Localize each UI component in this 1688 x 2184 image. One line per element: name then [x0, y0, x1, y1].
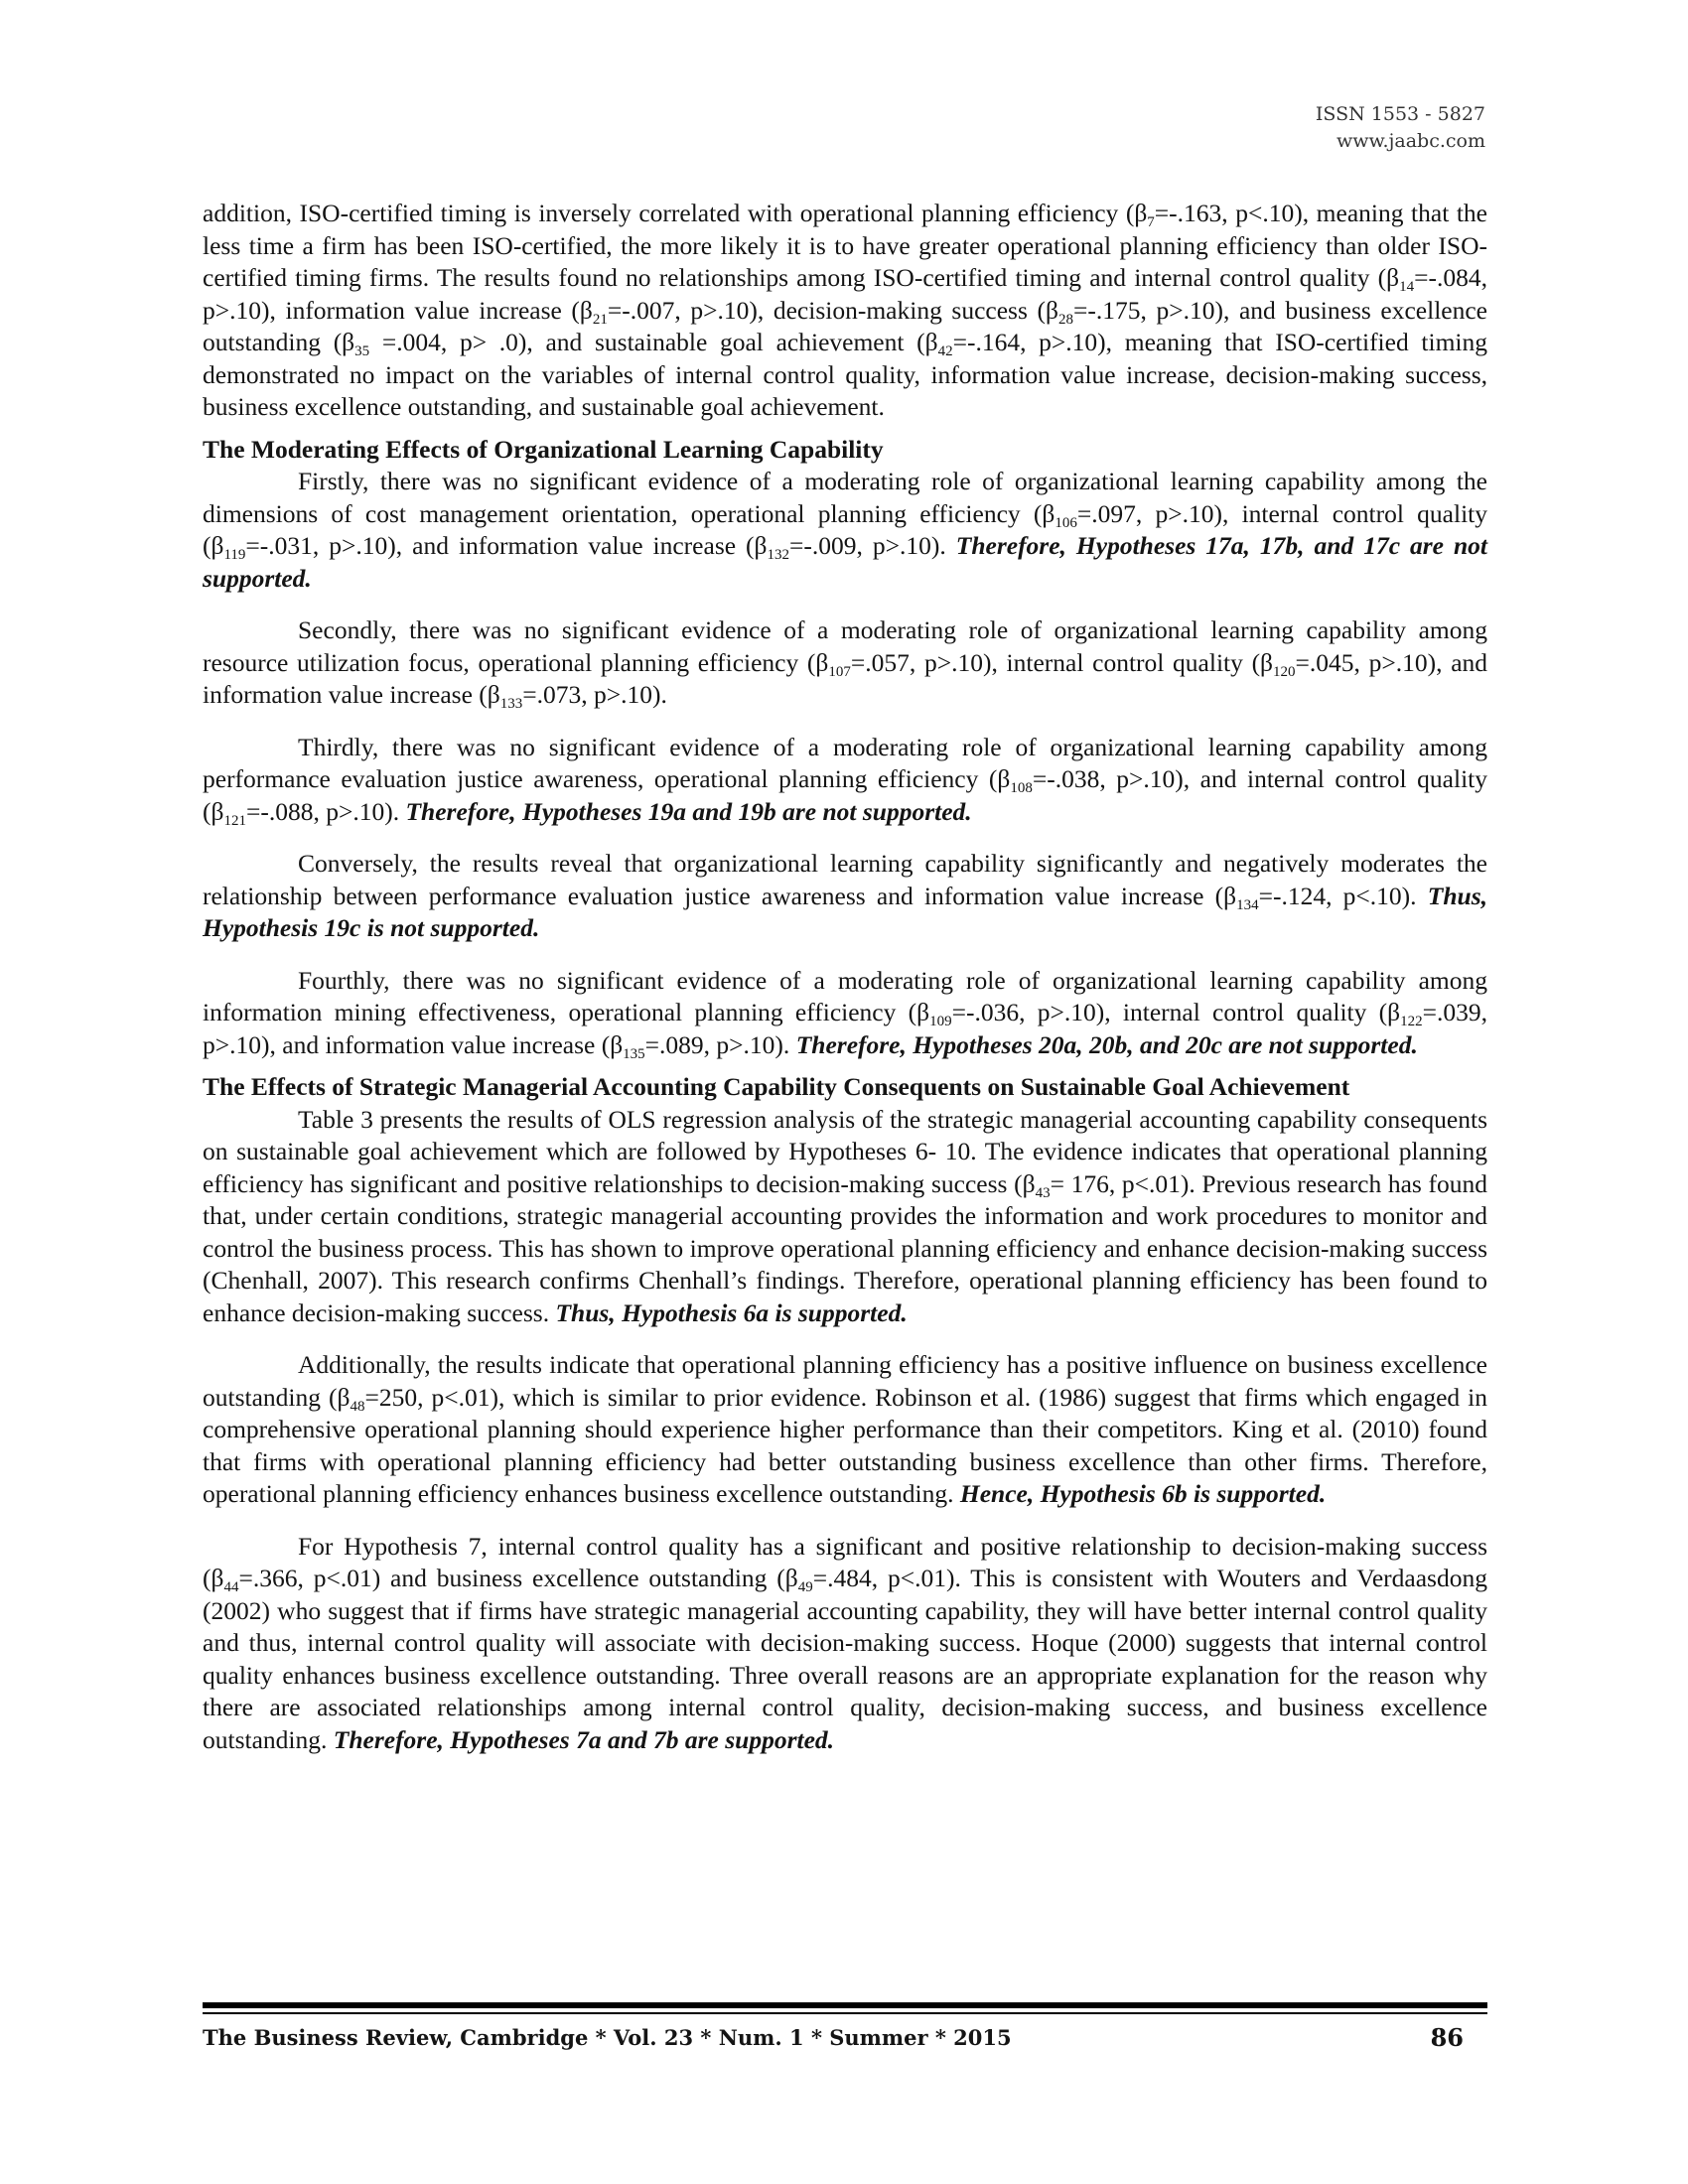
conclusion: Thus, Hypothesis 19c is not supported.: [203, 881, 1487, 942]
paragraph-conversely: Conversely, the results reveal that organizational learning capability significantly and negatively moderates the relationship between performance evaluation justice awareness and information value increase ($\beta_{134}=-.124$, p<.10). Thus, Hypothesis 19c is not supported.: [203, 849, 1487, 942]
issn: ISSN 1553 - 5827: [1315, 103, 1485, 125]
footer-rule-thin: [203, 2012, 1487, 2014]
paragraph-secondly: Secondly, there was no significant evidence of a moderating role of organizational learning capability among resource utilization focus, operational planning efficiency ($\beta_{107}=.057$, p>.10), internal control quality ($\beta_{120}=.045$, p>.10), and information value increase ($\beta_{133}=.073$, p>.10).: [203, 615, 1488, 712]
paragraph-firstly: Firstly, there was no significant evidence of a moderating role of organizational learning capability among the dimensions of cost management orientation, operational planning efficiency ($\beta_{106}=.097$, p>.10), internal control quality ($\beta_{119}=-.031$, p>.10), and information value increase ($\beta_{132}=-.009$, p>.10). Therefore, Hypotheses 17a, 17b, and 17c are not supported.: [203, 467, 1488, 593]
paragraph-iso-timing: addition, ISO-certified timing is inversely correlated with operational planning efficiency ($\beta_7=-.163$, p<.10), meaning that the less time a firm has been ISO-certified, the more likely it is to have greater operational planning efficiency than older ISO-certified timing firms. The results found no relationships among ISO-certified timing and internal control quality ($\beta_{14}=-.084$, p>.10), information value increase ($\beta_{21}=-.007$, p>.10), decision-making success ($\beta_{28}=-.175$, p>.10), and business excellence outstanding ($\beta_{35} =.004$, p> .0), and sustainable goal achievement ($\beta_{42}=-.164$, p>.10), meaning that ISO-certified timing demonstrated no impact on the variables of internal control quality, information value increase, decision-making success, business excellence outstanding, and sustainable goal achievement.: [203, 199, 1488, 421]
conclusion: Therefore, Hypotheses 7a and 7b are supported.: [333, 1724, 835, 1754]
section-heading-moderating-effects: The Moderating Effects of Organizational Learning Capability: [203, 434, 884, 464]
conclusion: Therefore, Hypotheses 20a, 20b, and 20c are not supported.: [795, 1029, 1418, 1059]
conclusion: Therefore, Hypotheses 19a and 19b are not supported.: [405, 796, 972, 826]
paragraph-fourthly: Fourthly, there was no significant evidence of a moderating role of organizational learning capability among information mining effectiveness, operational planning efficiency ($\beta_{109}=-.036$, p>.10), internal control quality ($\beta_{122}=.039$, p>.10), and information value increase ($\beta_{135}=.089$, p>.10). Therefore, Hypotheses 20a, 20b, and 20c are not supported.: [203, 965, 1487, 1062]
conclusion: Hence, Hypothesis 6b is supported.: [959, 1479, 1327, 1508]
page-number: 86: [1430, 2023, 1464, 2052]
website: www.jaabc.com: [1336, 130, 1485, 152]
running-header: [1316, 101, 1485, 155]
paragraph-thirdly: Thirdly, there was no significant evidence of a moderating role of organizational learning capability among performance evaluation justice awareness, operational planning efficiency ($\beta_{108}=-.038$, p>.10), and internal control quality ($\beta_{121}=-.088$, p>.10). Therefore, Hypotheses 19a and 19b are not supported.: [203, 732, 1487, 829]
footer-rule-thick: [203, 2002, 1487, 2008]
conclusion: Thus, Hypothesis 6a is supported.: [555, 1297, 908, 1327]
paragraph-additionally: Additionally, the results indicate that operational planning efficiency has a positive influence on business excellence outstanding ($\beta_{48}=250$, p<.01), which is similar to prior evidence. Robinson et al. (1986) suggest that firms which engaged in comprehensive operational planning should experience higher performance than their competitors. King et al. (2010) found that firms with operational planning efficiency had better outstanding business excellence than other firms. Therefore, operational planning efficiency enhances business excellence outstanding. Hence, Hypothesis 6b is supported.: [203, 1350, 1488, 1508]
conclusion: Therefore, Hypotheses 17a, 17b, and 17c are not supported.: [203, 531, 1488, 593]
journal-citation: The Business Review, Cambridge * Vol. 23 * Num. 1 * Summer * 2015: [203, 2025, 1012, 2050]
paragraph-table3: Table 3 presents the results of OLS regression analysis of the strategic managerial accounting capability consequents on sustainable goal achievement which are followed by Hypotheses 6- 10. The evidence indicates that operational planning efficiency has significant and positive relationships to decision-making success ($\beta_{43}= 176$, p<.01). Previous research has found that, under certain conditions, strategic managerial accounting provides the information and work procedures to monitor and control the business process. This has shown to improve operational planning efficiency and enhance decision-making success (Chenhall, 2007). This research confirms Chenhall’s findings. Therefore, operational planning efficiency has been found to enhance decision-making success. Thus, Hypothesis 6a is supported.: [203, 1104, 1487, 1327]
body-text: [203, 198, 1487, 1756]
section-heading-effects-sustainable-goal: The Effects of Strategic Managerial Accounting Capability Consequents on Sustainable Goal Achievement: [203, 1072, 1350, 1101]
paragraph-hypothesis-7: For Hypothesis 7, internal control quality has a significant and positive relationship to decision-making success ($\beta_{44}=.366$, p<.01) and business excellence outstanding ($\beta_{49}=.484$, p<.01). This is consistent with Wouters and Verdaasdong (2002) who suggest that if firms have strategic managerial accounting capability, they will have better internal control quality and thus, internal control quality will associate with decision-making success. Hoque (2000) suggests that internal control quality enhances business excellence outstanding. Three overall reasons are an appropriate explanation for the reason why there are associated relationships among internal control quality, decision-making success, and business excellence outstanding. Therefore, Hypotheses 7a and 7b are supported.: [203, 1531, 1487, 1754]
